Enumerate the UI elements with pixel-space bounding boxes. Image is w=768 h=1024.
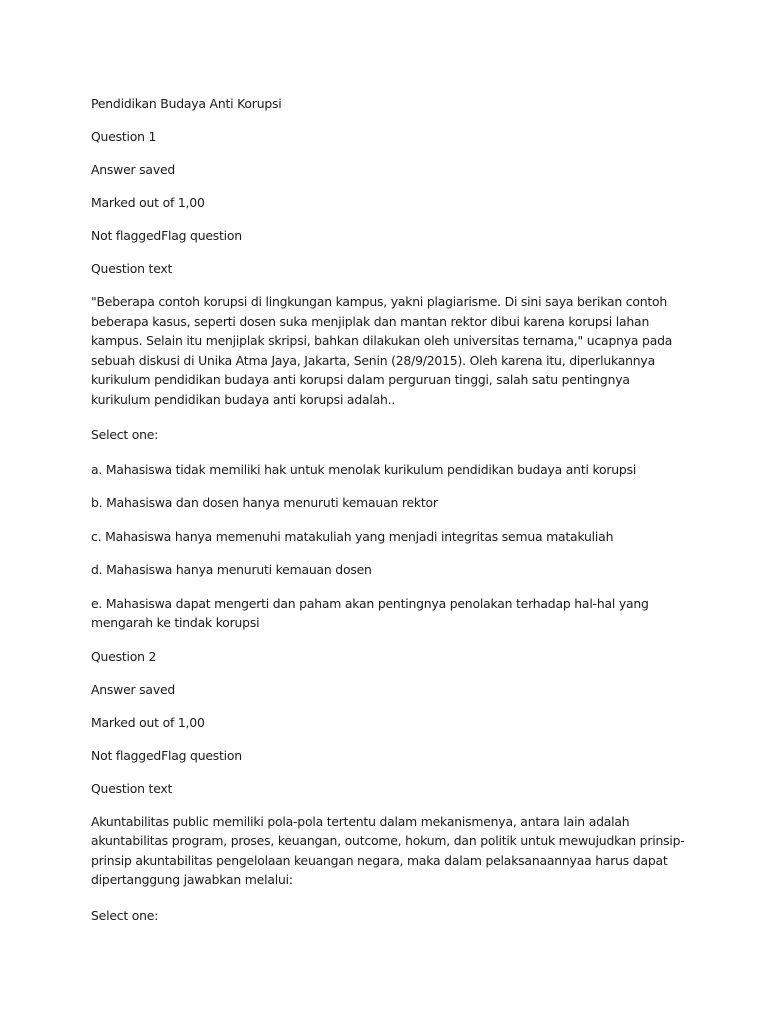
question-2-select-label: Select one: xyxy=(91,907,159,923)
question-1-text-label: Question text xyxy=(91,261,173,276)
question-1-option-e: e. Mahasiswa dapat mengerti dan paham akan pentingnya penolakan terhadap hal-hal yang mengarah ke tindak korupsi xyxy=(91,595,649,630)
question-2-state: Answer saved xyxy=(91,681,176,697)
question-2-number: Question 2 xyxy=(91,648,157,664)
question-1-flag: Not flaggedFlag question xyxy=(91,228,242,243)
question-1-state: Answer saved xyxy=(91,162,176,177)
question-1-text: "Beberapa contoh korupsi di lingkungan kampus, yakni plagiarisme. Di sini saya berikan contoh beberapa kasus, seperti dosen suka menjiplak dan mantan rektor dibui karena korupsi lahan kampus. Selain itu menjiplak skripsi, bahkan dilakukan oleh universitas ternama," ucapnya pada sebuah diskusi di Unika Atma Jaya, Jakarta, Senin (28/9/2015). Oleh karena itu, diperlukannya kurikulum pendidikan budaya anti korupsi dalam perguruan tinggi, salah satu pentingnya kurikulum pendidikan budaya anti korupsi adalah.. xyxy=(91,294,673,407)
question-2-flag: Not flaggedFlag question xyxy=(91,747,242,763)
question-2-text-label: Question text xyxy=(91,780,173,796)
question-1-option-b: b. Mahasiswa dan dosen hanya menuruti kemauan rektor xyxy=(91,495,438,510)
question-1-option-a: a. Mahasiswa tidak memiliki hak untuk menolak kurikulum pendidikan budaya anti korupsi xyxy=(91,461,637,477)
question-1-marks: Marked out of 1,00 xyxy=(91,195,205,210)
question-1-select-label: Select one: xyxy=(91,427,159,442)
question-2-marks: Marked out of 1,00 xyxy=(91,714,205,730)
question-1-number: Question 1 xyxy=(91,129,157,144)
question-1-option-c: c. Mahasiswa hanya memenuhi matakuliah yang menjadi integritas semua matakuliah xyxy=(91,528,614,544)
question-1-option-d: d. Mahasiswa hanya menuruti kemauan dosen xyxy=(91,562,372,577)
document-content xyxy=(91,94,691,940)
document-title: Pendidikan Budaya Anti Korupsi xyxy=(91,96,282,111)
question-2-text: Akuntabilitas public memiliki pola-pola tertentu dalam mekanismenya, antara lain adalah akuntabilitas program, proses, keuangan, outcome, hokum, dan politik untuk mewujudkan prinsip-prinsip akuntabilitas pengelolaan keuangan negara, maka dalam pelaksanaannyaa harus dapat dipertanggung jawabkan melalui: xyxy=(91,813,685,887)
